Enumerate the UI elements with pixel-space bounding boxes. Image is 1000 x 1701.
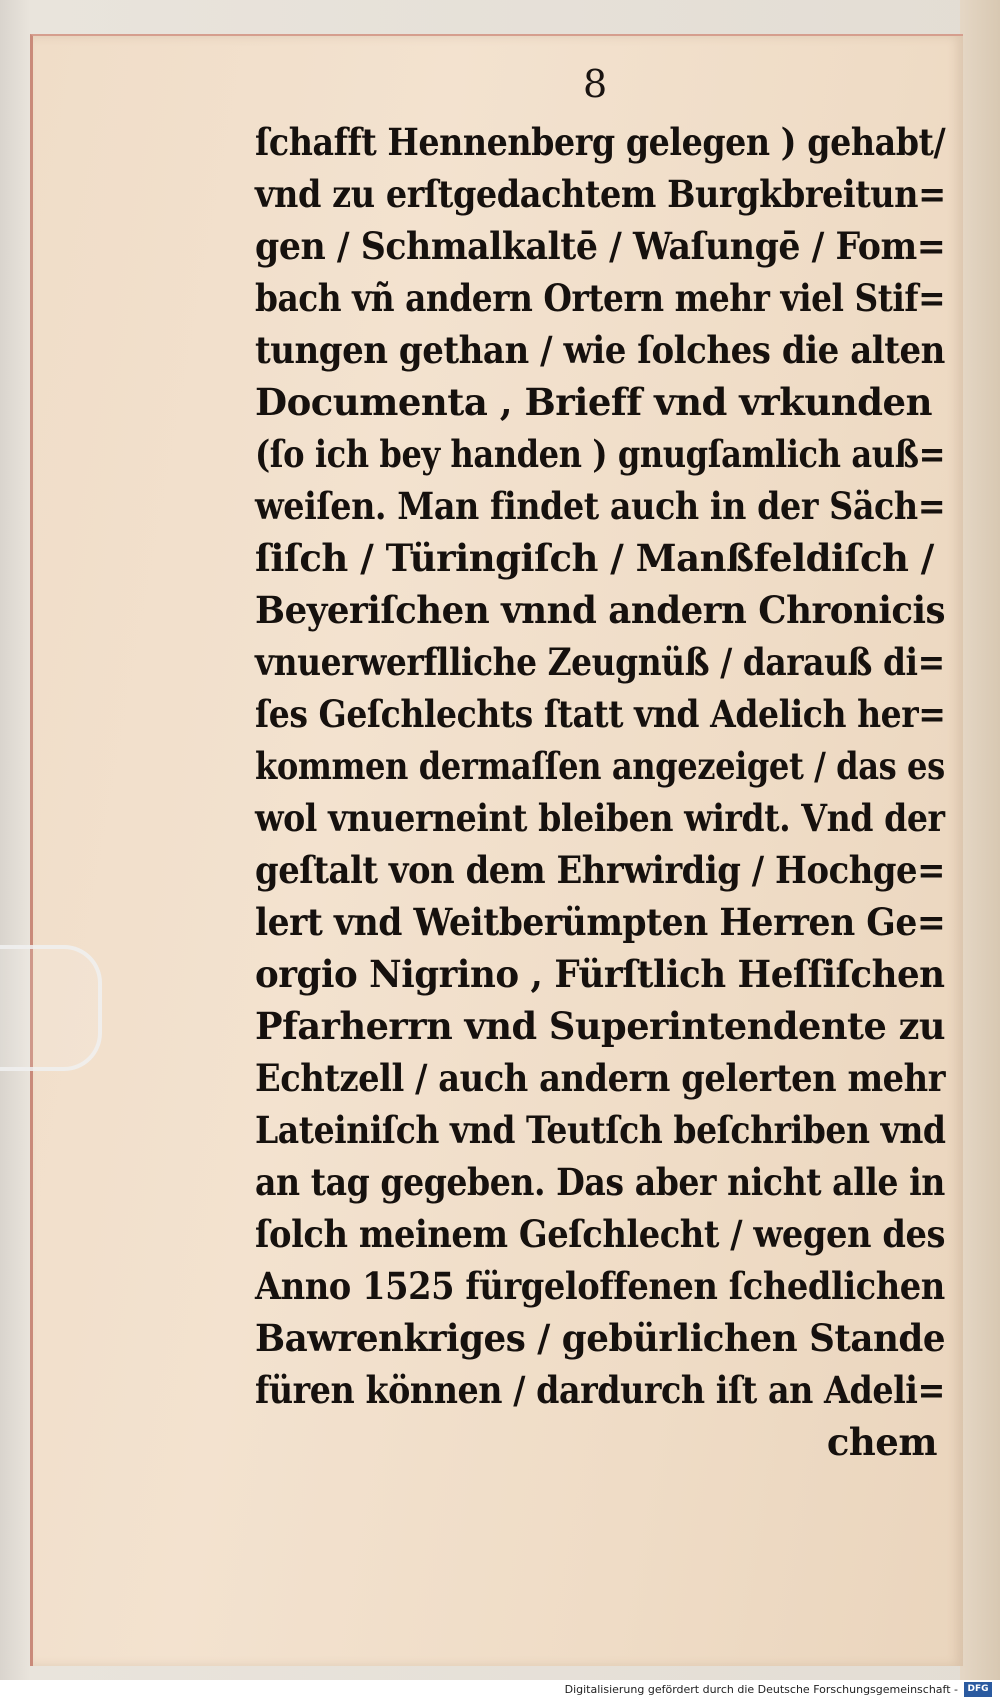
text-line: kommen dermaſſen angezeiget / das es	[255, 744, 945, 788]
text-line: bach vñ andern Ortern mehr viel Stif=	[255, 276, 946, 320]
page-clip	[0, 945, 102, 1071]
text-block	[255, 116, 945, 1468]
page-edge	[960, 0, 1000, 1680]
text-line: an tag gegeben. Das aber nicht alle in	[255, 1160, 945, 1204]
text-line: wol vnuerneint bleiben wirdt. Vnd der	[255, 796, 945, 840]
text-line: (ſo ich bey handen ) gnugſamlich auß=	[255, 432, 946, 476]
text-line: Beyeriſchen vnnd andern Chronicis	[255, 588, 946, 632]
text-line: füren können / dardurch iſt an Adeli=	[255, 1368, 946, 1412]
text-line: vnd zu erſtgedachtem Burgkbreitun=	[255, 172, 946, 216]
text-line: Documenta , Brieff vnd vrkunden	[255, 380, 932, 424]
text-line: lert vnd Weitberümpten Herren Ge=	[255, 900, 946, 944]
text-line: Bawrenkriges / gebürlichen Stande	[255, 1316, 946, 1360]
footer-credit: Digitalisierung gefördert durch die Deutsche Forschungsgemeinschaft -	[564, 1683, 958, 1696]
text-line: tungen gethan / wie ſolches die alten	[255, 328, 945, 372]
dfg-logo: DFG	[964, 1682, 992, 1697]
text-line: Anno 1525 fürgeloffenen ſchedlichen	[255, 1264, 945, 1308]
text-line: ſiſch / Türingiſch / Manßfeldiſch /	[255, 536, 934, 580]
catchword: chem	[826, 1420, 937, 1464]
text-line: vnuerwerflliche Zeugnüß / darauß di=	[255, 640, 945, 684]
text-line: Lateiniſch vnd Teutſch beſchriben vnd	[255, 1108, 946, 1152]
text-line: geſtalt von dem Ehrwirdig / Hochge=	[255, 848, 945, 892]
page-number: 8	[583, 62, 608, 106]
text-line: weiſen. Man findet auch in der Säch=	[255, 484, 946, 528]
text-line: Pfarherrn vnd Superintendente zu	[255, 1004, 946, 1048]
text-line: orgio Nigrino , Fürſtlich Heſſiſchen	[255, 952, 945, 996]
text-line: gen / Schmalkaltē / Waſungē / Fom=	[255, 224, 946, 268]
text-line: ſes Geſchlechts ſtatt vnd Adelich her=	[255, 692, 946, 736]
text-line: ſolch meinem Geſchlecht / wegen des	[255, 1212, 945, 1256]
text-line: Echtzell / auch andern gelerten mehr	[255, 1056, 946, 1100]
text-line: ſchafft Hennenberg gelegen ) gehabt/	[255, 120, 946, 164]
